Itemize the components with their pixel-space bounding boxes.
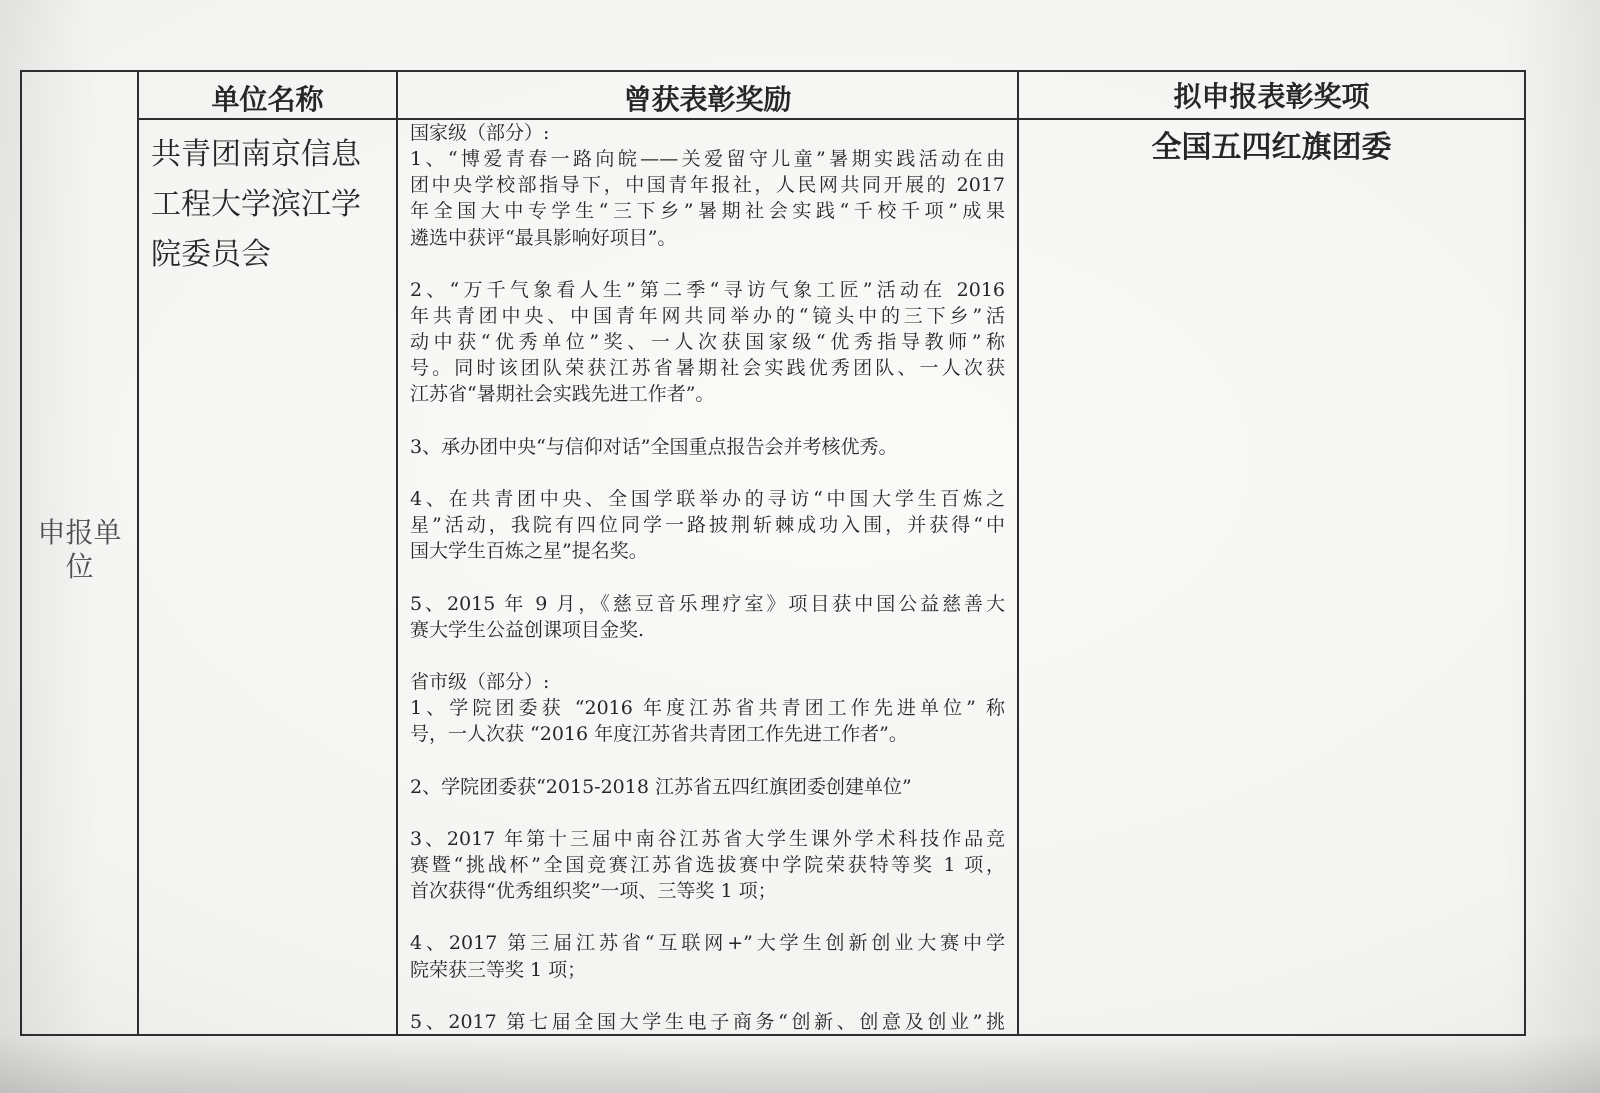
award-line: 团中央学校部指导下，中国青年报社，人民网共同开展的 2017 xyxy=(410,174,1005,197)
provincial-award-item xyxy=(410,774,1005,800)
award-line: 赛大学生公益创课项目金奖. xyxy=(410,618,645,641)
award-line: 5、2017 第七届全国大学生电子商务“创新、创意及创业”挑 xyxy=(410,1010,1005,1033)
national-awards-heading: 国家级（部分）: xyxy=(410,122,550,144)
award-line: 江苏省“暑期社会实践先进工作者”。 xyxy=(410,383,715,406)
award-line: 4、在共青团中央、全国学联举办的寻访“中国大学生百炼之 xyxy=(410,487,1005,510)
provincial-award-item xyxy=(410,1009,1005,1034)
proposed-award-text: 全国五四红旗团委 xyxy=(1151,130,1392,165)
award-line: 5、2015 年 9 月，《慈豆音乐理疗室》项目获中国公益慈善大 xyxy=(410,592,1005,615)
provincial-award-item xyxy=(410,826,1005,904)
award-line: 首次获得“优秀组织奖”一项、三等奖 1 项； xyxy=(410,880,777,903)
header-proposed-award: 拟申报表彰奖项 xyxy=(1019,72,1524,120)
award-line: 年全国大中专学生“三下乡”暑期社会实践“千校千项”成果 xyxy=(410,200,1005,223)
national-award-item xyxy=(410,434,1005,460)
award-line: 星”活动，我院有四位同学一路披荆斩棘成功入围，并获得“中 xyxy=(410,514,1005,537)
award-line: 1、“博爱青春一路向皖——关爱留守儿童”暑期实践活动在由 xyxy=(410,148,1005,171)
header-past-awards: 曾获表彰奖励 xyxy=(398,72,1019,120)
award-line: 动中获“优秀单位”奖、一人次获国家级“优秀指导教师”称 xyxy=(410,331,1005,354)
provincial-awards-heading: 省市级（部分）: xyxy=(410,670,550,693)
proposed-award-cell xyxy=(1019,120,1524,1034)
award-line: 赛暨“挑战杯”全国竞赛江苏省选拔赛中学院荣获特等奖 1 项， xyxy=(410,853,1005,876)
unit-name-cell xyxy=(139,120,398,1034)
national-award-item xyxy=(410,277,1005,408)
award-line: 国大学生百炼之星”提名奖。 xyxy=(410,540,648,563)
national-award-item xyxy=(410,146,1005,251)
award-line: 3、承办团中央“与信仰对话”全国重点报告会并考核优秀。 xyxy=(410,435,898,458)
header-unit-name: 单位名称 xyxy=(139,72,398,120)
award-line: 年共青团中央、中国青年网共同举办的“镜头中的三下乡”活 xyxy=(410,305,1005,327)
award-line: 3、2017 年第十三届中南谷江苏省大学生课外学术科技作品竞 xyxy=(410,827,1005,850)
award-line: 遴选中获评“最具影响好项目”。 xyxy=(410,226,677,249)
provincial-award-item xyxy=(410,695,1005,747)
national-award-item xyxy=(410,591,1005,643)
award-line: 2、学院团委获“2015-2018 江苏省五四红旗团委创建单位” xyxy=(410,775,912,798)
award-line: 1、学院团委获 “2016 年度江苏省共青团工作先进单位” 称 xyxy=(410,697,1005,720)
unit-name-text: 共青团南京信息工程大学滨江学院委员会 xyxy=(151,137,361,272)
award-line: 号，一人次获 “2016 年度江苏省共青团工作先进工作者”。 xyxy=(410,723,908,746)
row-header-label: 申报单位 xyxy=(37,516,122,583)
past-awards-cell xyxy=(398,120,1019,1034)
national-award-item xyxy=(410,486,1005,564)
row-header-cell xyxy=(22,72,139,1034)
award-line: 2、“万千气象看人生”第二季“寻访气象工匠”活动在 2016 xyxy=(410,278,1005,301)
award-line: 4、2017 第三届江苏省“互联网+”大学生创新创业大赛中学 xyxy=(410,932,1005,955)
award-application-table xyxy=(20,70,1526,1036)
provincial-award-item xyxy=(410,930,1005,982)
award-line: 号。同时该团队荣获江苏省暑期社会实践优秀团队、一人次获 xyxy=(410,357,1005,380)
award-line: 院荣获三等奖 1 项； xyxy=(410,958,587,981)
